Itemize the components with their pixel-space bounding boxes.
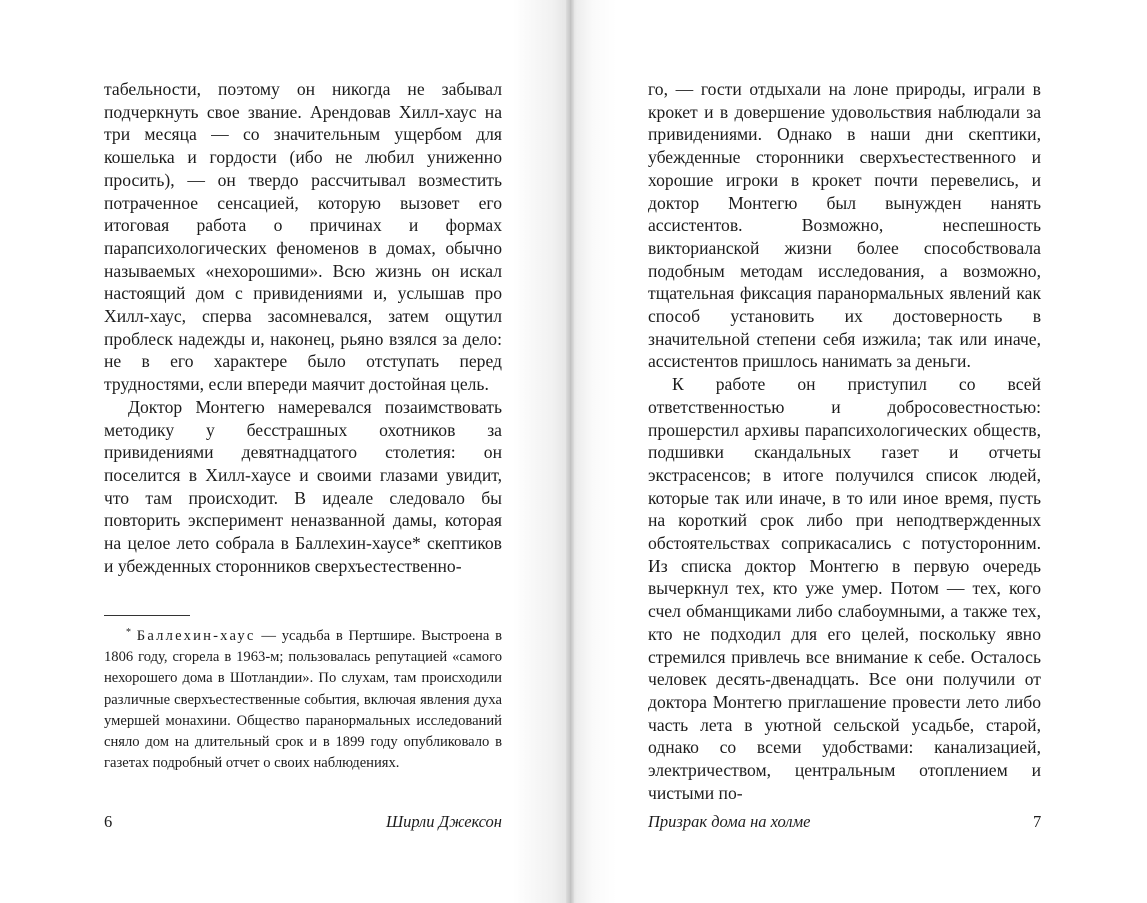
page-number-left: 6 [104, 812, 113, 831]
right-page [570, 0, 1147, 903]
left-paragraph-1: табельности, поэтому он никогда не забывал подчеркнуть свое звание. Арендовав Хилл-хаус на три месяца — со значительным ущербом для кошелька и гордости (ибо не любил униженно просить), — он твердо рассчитывал возместить потраченное сенсацией, которую вызовет его итоговая работа о причинах и формах парапсихологических феноменов в домах, обычно называемых «нехорошими». Всю жизнь он искал настоящий дом с привидениями и, услышав про Хилл-хаус, сперва засомневался, затем ощутил проблеск надежды и, наконец, рьяно взялся за дело: не в его характере было отступать перед трудностями, если впереди маячит достойная цель. [104, 79, 502, 395]
right-paragraph-1: го, — гости отдыхали на лоне природы, играли в крокет и в довершение удовольствия наблюдали за привидениями. Однако в наши дни скептики, убежденные сторонники сверхъестественного и хорошие игроки в крокет почти перевелись, и доктор Монтегю был вынужден нанять ассистентов. Возможно, неспешность викторианской жизни более способствовала подобным методам исследования, а возможно, тщательная фиксация паранормальных явлений как способ установить их достоверность в значительной степени себя изжила; так или иначе, ассистентов пришлось нанимать за деньги. [648, 79, 1041, 372]
footnote-text: — усадьба в Пертшире. Выстроена в 1806 году, сгорела в 1963-м; пользовалась репутацией «самого нехорошего дома в Шотландии». По слухам, там происходили различные сверхъестественные события, включая явления духа умершей монахини. Общество паранормальных исследований сняло дом на длительный срок и в 1899 году опубликовало в газетах подробный отчет о своих наблюдениях. [104, 628, 502, 772]
page-number-right: 7 [1033, 812, 1042, 831]
running-head-author: Ширли Джексон [385, 812, 502, 831]
left-page-body [104, 78, 502, 577]
footnote-rule [104, 615, 190, 616]
book-gutter [566, 0, 574, 903]
footnote-term: Баллехин-хаус [136, 628, 256, 644]
right-page-body [648, 78, 1041, 805]
right-paragraph-2: К работе он приступил со всей ответственностью и добросовестностью: прошерстил архивы парапсихологических обществ, подшивки скандальных газет и отчеты экстрасенсов; в итоге получился список людей, которые так или иначе, в то или иное время, пусть на короткий срок либо при неподтвержденных обстоятельствах соприкасались с потусторонним. Из списка доктор Монтегю в первую очередь вычеркнул тех, кто уже умер. Потом — тех, кого счел обманщиками либо слабоумными, а также тех, кто не подходил для его целей, поскольку явно стремился привлечь все внимание к себе. Осталось человек десять-двенадцать. Все они получили от доктора Монтегю приглашение провести лето либо часть лета в уютной сельской усадьбе, старой, однако со всеми удобствами: канализацией, электричеством, центральным отоплением и чистыми по- [648, 374, 1041, 803]
footnote [104, 622, 502, 774]
footnote-mark: * [126, 627, 131, 638]
running-head-title: Призрак дома на холме [648, 812, 811, 831]
left-paragraph-2: Доктор Монтегю намеревался позаимствовать методику у бесстрашных охотников за привидениями девятнадцатого столетия: он поселится в Хилл-хаусе и своими глазами увидит, что там происходит. В идеале следовало бы повторить эксперимент неназванной дамы, которая на целое лето собрала в Баллехин-хаусе* скептиков и убежденных сторонников сверхъестественно- [104, 396, 502, 576]
left-page [0, 0, 570, 903]
